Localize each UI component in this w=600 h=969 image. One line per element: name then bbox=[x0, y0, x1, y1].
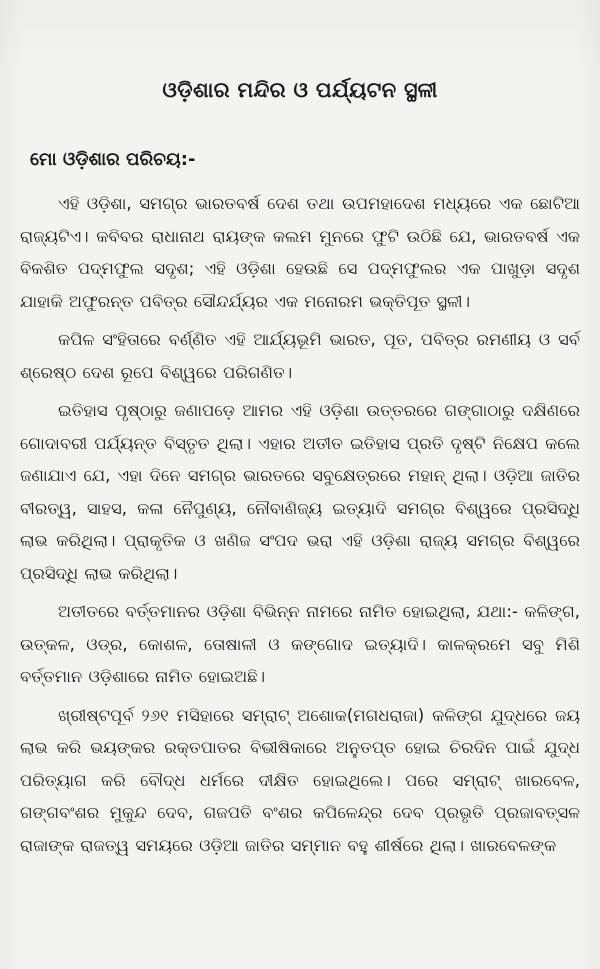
paragraph-ashoka: ଖ୍ରୀଷ୍ଟପୂର୍ବ ୨୬୧ ମସିହାରେ ସମ୍ରାଟ୍ ଅଶୋକ(ମଗଧରାଜା) କଳିଙ୍ଗ ଯୁଦ୍ଧରେ ଜୟ ଲାଭ କରି ଭୟଙ୍କର ରକ୍ତପାତର ବିଭୀଷିକାରେ ଅନୁତପ୍ତ ହୋଇ ଚିରଦିନ ପାଇଁ ଯୁଦ୍ଧ ପରିତ୍ୟାଗ କରି ବୌଦ୍ଧ ଧର୍ମରେ ଦୀକ୍ଷିତ ହୋଇଥିଲେ। ପରେ ସମ୍ରାଟ୍ ଖାରବେଳ, ଗଙ୍ଗବଂଶର ମୁକୁନ୍ଦ ଦେବ, ଗଜପତି ବଂଶର କପିଳେନ୍ଦ୍ର ଦେବ ପ୍ରଭୃତି ପ୍ରଜାବତ୍ସଳ ରାଜାଙ୍କ ରାଜତ୍ୱ ସମୟରେ ଓଡ଼ିଆ ଜାତିର ସମ୍ମାନ ବହୁ ଶୀର୍ଷରେ ଥିଲା। ଖାରବେଳଙ୍କ bbox=[20, 705, 580, 855]
paragraph-kapila-samhita: କପିଳ ସଂହିତାରେ ବର୍ଣ୍ଣିତ ଏହି ଆର୍ଯ୍ୟଭୂମି ଭାରତ, ପୂତ, ପବିତ୍ର ରମଣୀୟ ଓ ସର୍ବ ଶ୍ରେଷ୍ଠ ଦେଶ ରୂପେ ବିଶ୍ୱରେ ପରିଗଣିତ। bbox=[20, 330, 580, 382]
paragraph-history: ଇତିହାସ ପୃଷ୍ଠାରୁ ଜଣାପଡ଼େ ଆମର ଏହି ଓଡ଼ିଶା ଉତ୍ତରରେ ଗଙ୍ଗାଠାରୁ ଦକ୍ଷିଣରେ ଗୋଦାବରୀ ପର୍ଯ୍ୟନ୍ତ ବିସ୍ତୃତ ଥିଲା। ଏହାର ଅତୀତ ଇତିହାସ ପ୍ରତି ଦୃଷ୍ଟି ନିକ୍ଷେପ କଲେ ଜଣାଯାଏ ଯେ, ଏହା ଦିନେ ସମଗ୍ର ଭାରତରେ ସବୁକ୍ଷେତ୍ରରେ ମହାନ୍ ଥିଲା। ଓଡ଼ିଆ ଜାତିର ବୀରତ୍ୱ, ସାହସ, କଳା ନୈପୁଣ୍ୟ, ନୌବାଣିଜ୍ୟ ଇତ୍ୟାଦି ସମଗ୍ର ବିଶ୍ୱରେ ପ୍ରସିଦ୍ଧି ଲାଭ କରିଥିଲା। ପ୍ରାକୃତିକ ଓ ଖଣିଜ ସଂପଦ ଭରା ଏହି ଓଡ଼ିଶା ରାଜ୍ୟ ସମଗ୍ର ବିଶ୍ୱରେ ପ୍ରସିଦ୍ଧି ଲାଭ କରିଥିଲା। bbox=[20, 401, 580, 583]
paragraph-ancient-names: ଅତୀତରେ ବର୍ତ୍ତମାନର ଓଡ଼ିଶା ବିଭିନ୍ନ ନାମରେ ନାମିତ ହୋଇଥିଲା, ଯଥା:- କଳିଙ୍ଗ, ଉତ୍କଳ, ଓଡ୍ର, କୋଶଳ, ତୋଷାଳୀ ଓ କଙ୍ଗୋଦ ଇତ୍ୟାଦି। କାଳକ୍ରମେ ସବୁ ମିଶି ବର୍ତ୍ତମାନ ଓଡ଼ିଶାରେ ନାମିତ ହୋଇଅଛି। bbox=[20, 602, 580, 686]
page-title: ଓଡ଼ିଶାର ମନ୍ଦିର ଓ ପର୍ଯ୍ୟଟନ ସ୍ଥଳୀ bbox=[162, 78, 438, 102]
section-heading: ମୋ ଓଡ଼ିଶାର ପରିଚୟ:- bbox=[30, 149, 196, 170]
paragraph-intro: ଏହି ଓଡ଼ିଶା, ସମଗ୍ର ଭାରତବର୍ଷ ଦେଶ ତଥା ଉପମହାଦେଶ ମଧ୍ୟରେ ଏକ ଛୋଟିଆ ରାଜ୍ୟଟିଏ। କବିବର ରାଧାନାଥ ରାୟଙ୍କ କଲମ ମୁନରେ ଫୁଟି ଉଠିଛି ଯେ, ଭାରତବର୍ଷ ଏକ ବିକଶିତ ପଦ୍ମଫୁଲ ସଦୃଶ; ଏହି ଓଡ଼ିଶା ହେଉଛି ସେ ପଦ୍ମଫୁଲର ଏକ ପାଖୁଡ଼ା ସଦୃଶ ଯାହାକି ଅଫୁରନ୍ତ ପବିତ୍ର ସୌନ୍ଦର୍ଯ୍ୟର ଏକ ମନୋରମ ଭକ୍ତିପୂତ ସ୍ଥଳୀ। bbox=[20, 194, 580, 311]
